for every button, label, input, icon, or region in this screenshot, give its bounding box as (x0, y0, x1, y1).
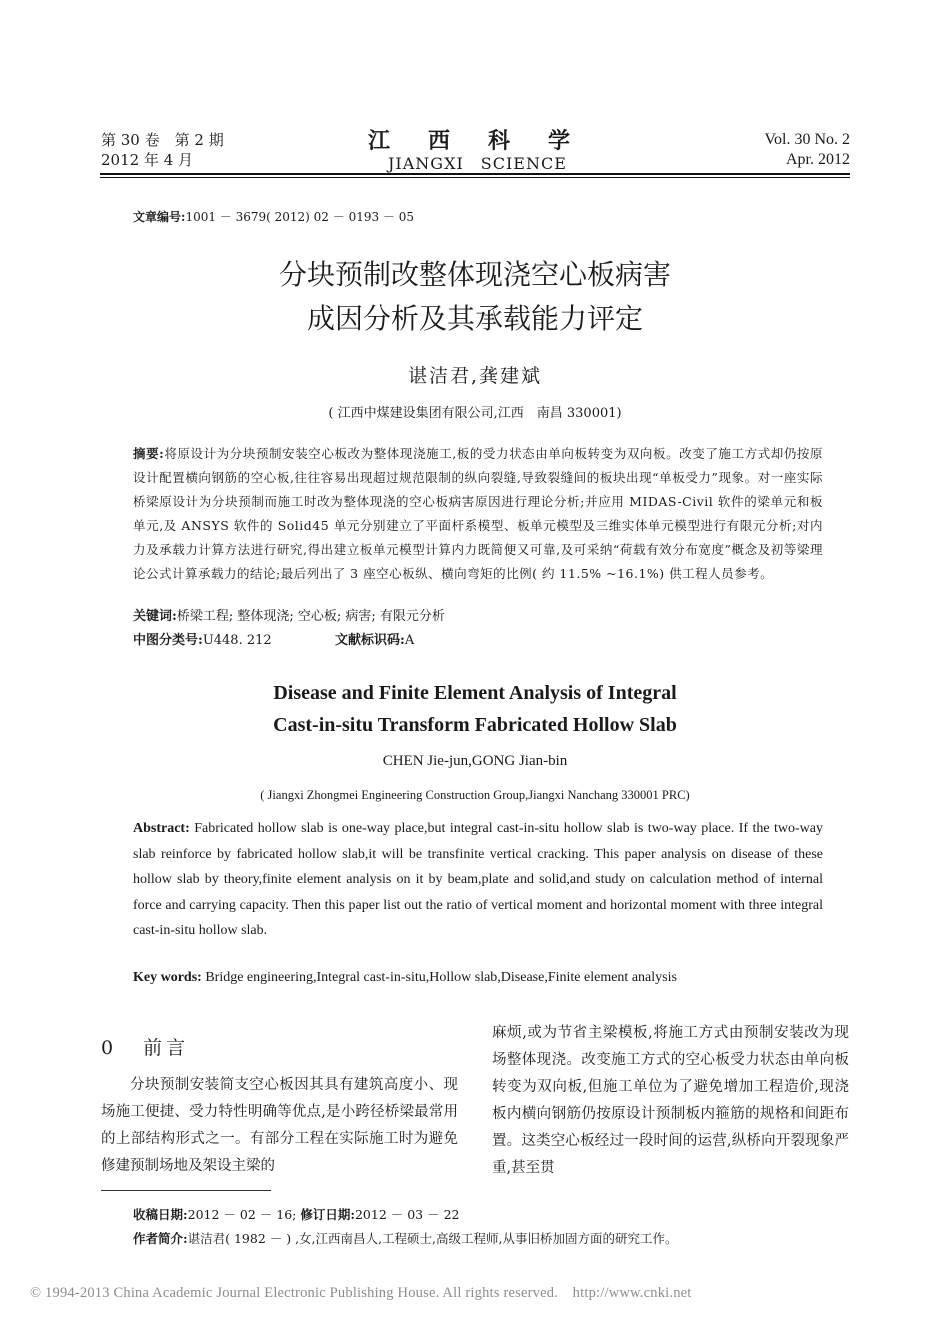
revised-label: 修订日期: (300, 1207, 355, 1222)
date-cn: 2012 年 4 月 (101, 151, 194, 169)
article-number-value: 1001 － 3679( 2012) 02 － 0193 － 05 (185, 210, 415, 224)
doc-code-value: A (404, 633, 415, 648)
footnote-author (133, 1229, 677, 1247)
section-heading (101, 1033, 189, 1060)
volume-issue-cn: 第 30 卷 第 2 期 (101, 131, 224, 149)
journal-title-en: JIANGXI SCIENCE (388, 154, 567, 173)
clc-label: 中图分类号: (133, 633, 203, 648)
abstract-en (133, 816, 823, 944)
abstract-cn (133, 442, 823, 586)
clc-value: U448. 212 (202, 633, 272, 648)
author-bio-label: 作者简介: (133, 1231, 188, 1246)
abstract-cn-label: 摘要: (133, 446, 165, 461)
section-title: 前言 (143, 1037, 190, 1059)
keywords-cn-text: 桥梁工程; 整体现浇; 空心板; 病害; 有限元分析 (176, 609, 445, 624)
volume-issue-en: Vol. 30 No. 2 (764, 131, 850, 148)
doc-code (335, 630, 414, 652)
section-number: 0 (101, 1037, 114, 1059)
keywords-cn (133, 606, 445, 628)
title-en-line1: Disease and Finite Element Analysis of Integral (273, 682, 677, 704)
authors-en: CHEN Jie-jun,GONG Jian-bin (382, 753, 568, 769)
keywords-en-label: Key words: (133, 970, 202, 985)
clc-number (133, 630, 272, 652)
journal-title-cn: 江西科学 (368, 128, 609, 154)
affiliation-en: ( Jiangxi Zhongmei Engineering Construction Group,Jiangxi Nanchang 330001 PRC) (260, 788, 690, 802)
title-en-line2: Cast-in-situ Transform Fabricated Hollow Slab (273, 714, 677, 736)
body-right-column: 麻烦,或为节省主梁模板,将施工方式由预制安装改为现场整体现浇。改变施工方式的空心板受力状态由单向板转变为双向板,但施工单位为了避免增加工程造价,现浇板内横向钢筋仍按原设计预制板内箍筋的规格和间距布置。这类空心板经过一段时间的运营,纵桥向开裂现象严重,甚至贯 (492, 1025, 849, 1176)
header-rule-top (100, 173, 850, 175)
author-bio-text: 谌洁君( 1982 － ) ,女,江西南昌人,工程硕士,高级工程师,从事旧桥加固方面的研究工作。 (187, 1231, 678, 1246)
abstract-cn-text: 将原设计为分块预制安装空心板改为整体现浇施工,板的受力状态由单向板转变为双向板。改变了施工方式却仍按原设计配置横向钢筋的空心板,往往容易出现超过规范限制的纵向裂缝,导致裂缝间的板块出现“单板受力”现象。对一座实际桥梁原设计为分块预制而施工时改为整体现浇的空心板病害原因进行理论分析;并应用 MIDAS-Civil 软件的梁单元和板单元,及 ANSYS 软件的 Solid45 单元分别建立了平面杆系模型、板单元模型及三维实体单元模型进行有限元分析;对内力及承载力计算方法进行研究,得出建立板单元模型计算内力既简便又可靠,及可采纳“荷载有效分布宽度”概念及初等梁理论公式计算承载力的结论;最后列出了 3 座空心板纵、横向弯矩的比例( 约 11.5% ~16.1%) 供工程人员参考。 (133, 446, 823, 581)
keywords-en (133, 970, 833, 986)
keywords-cn-label: 关键词: (133, 609, 177, 624)
header-rule-bottom (100, 177, 850, 178)
abstract-en-label: Abstract: (133, 821, 190, 836)
footnote-rule (101, 1190, 271, 1191)
body-left-column: 分块预制安装简支空心板因其具有建筑高度小、现场施工便捷、受力特性明确等优点,是小跨径桥梁最常用的上部结构形式之一。有部分工程在实际施工时为避免修建预制场地及架设主梁的 (101, 1077, 458, 1174)
article-number (133, 208, 414, 225)
article-number-label: 文章编号: (133, 210, 186, 224)
received-date: 2012 － 02 － 16; (187, 1207, 297, 1222)
authors-cn: 谌洁君,龚建斌 (407, 365, 543, 387)
date-en: Apr. 2012 (786, 151, 850, 168)
received-label: 收稿日期: (133, 1207, 188, 1222)
doc-code-label: 文献标识码: (335, 633, 405, 648)
affiliation-cn: ( 江西中煤建设集团有限公司,江西 南昌 330001) (328, 406, 622, 421)
copyright-notice: © 1994-2013 China Academic Journal Electronic Publishing House. All rights reserved. http://www.cnki.net (30, 1285, 692, 1301)
title-cn-line2: 成因分析及其承载能力评定 (306, 302, 643, 335)
keywords-en-text: Bridge engineering,Integral cast-in-situ,Hollow slab,Disease,Finite element analysis (205, 970, 677, 985)
title-cn-line1: 分块预制改整体现浇空心板病害 (278, 258, 671, 291)
revised-date: 2012 － 03 － 22 (354, 1207, 460, 1222)
abstract-en-text: Fabricated hollow slab is one-way place,but integral cast-in-situ hollow slab is two-way place. If the two-way slab reinforce by fabricated hollow slab,it will be transfinite vertical cracking. This paper analysis on disease of these hollow slab by theory,finite element analysis on it by beam,plate and solid,and study on calculation method of internal force and carrying capacity. Then this paper list out the ratio of vertical moment and horizontal moment with three integral cast-in-situ hollow slab. (133, 821, 823, 938)
footnote-dates (133, 1205, 460, 1223)
